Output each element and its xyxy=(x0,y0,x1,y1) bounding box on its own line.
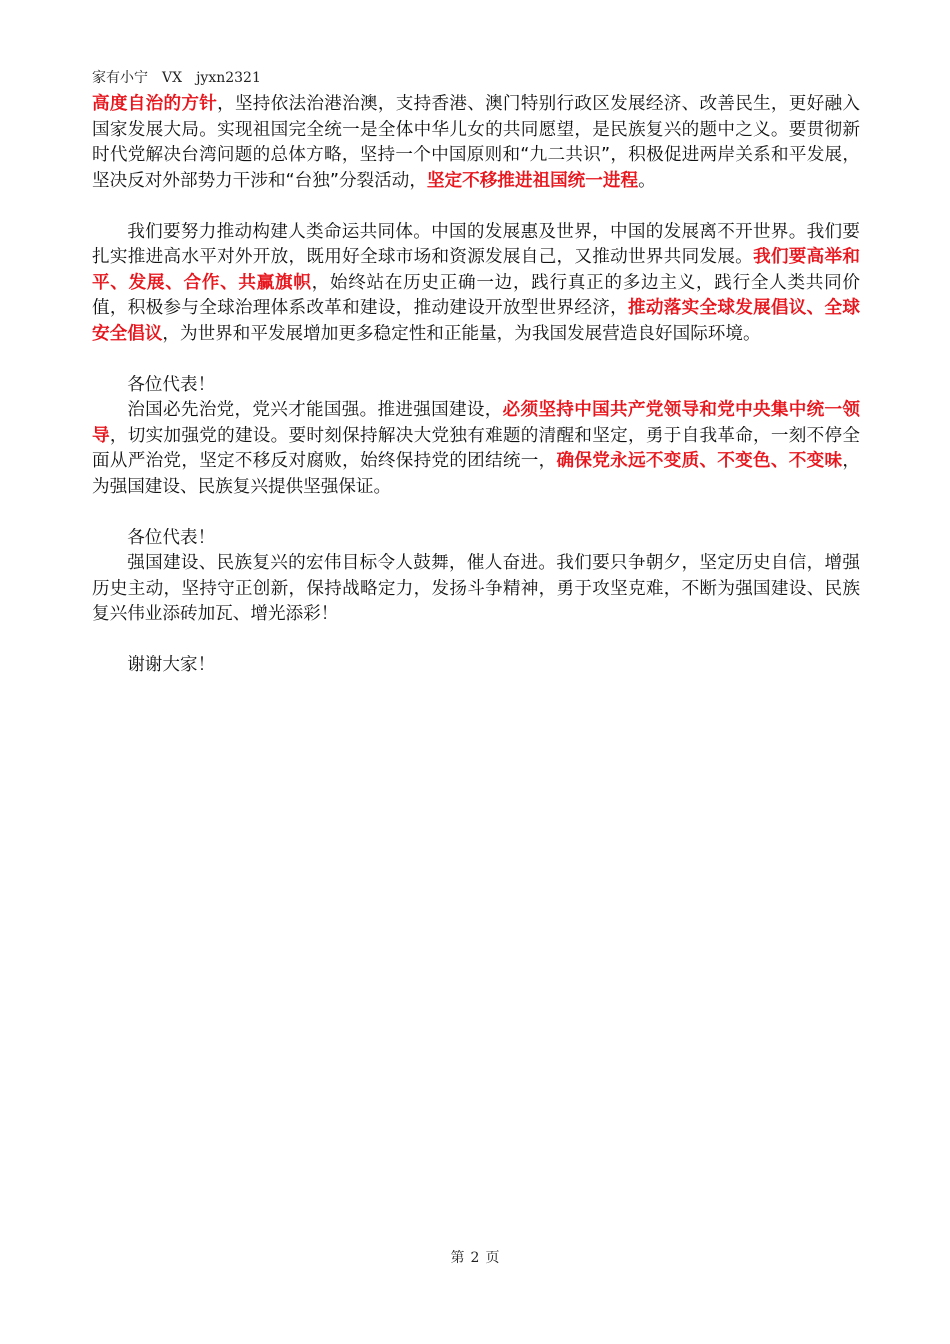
body-text: 各位代表！ xyxy=(127,527,216,548)
highlight-text: 确保党永远不变质、不变色、不变味 xyxy=(556,451,843,471)
paragraph-party-building xyxy=(92,398,860,500)
paragraph-community-of-shared-future xyxy=(92,220,860,348)
footer-prefix: 第 xyxy=(450,1250,465,1266)
body-text: 。 xyxy=(638,170,656,191)
header-vx-id: jyxn2321 xyxy=(196,70,261,86)
highlight-text: 坚定不移推进祖国统一进程 xyxy=(426,170,639,191)
body-text: 治国必先治党，党兴才能国强。推进强国建设， xyxy=(127,400,503,420)
highlight-text: 高度自治的方针 xyxy=(92,94,218,114)
body-text: ，坚持依法治港治澳，支持香港、澳门特别行政区发展经济、改善民生，更好融入国家发展大局。实现祖国完全统一是全体中华儿女的共同愿望，是民族复兴的题中之义。要贯彻新时代党解决台湾问题的总体方略，坚持一个中国原则和“九二共识”，积极促进两岸关系和平发展，坚决反对外部势力干涉和“台独”分裂活动， xyxy=(92,94,860,191)
closing-thanks xyxy=(92,653,860,679)
salutation xyxy=(92,373,860,399)
body-text: 谢谢大家！ xyxy=(127,655,216,675)
body-text: 各位代表！ xyxy=(127,374,216,395)
highlight-text: 必须坚持中国共产党领导和党中央集中统一领导 xyxy=(92,400,860,446)
page-number: 2 xyxy=(470,1250,480,1266)
paragraph-closing-goal xyxy=(92,551,860,628)
body-text: ，切实加强党的建设。要时刻保持解决大党独有难题的清醒和坚定，勇于自我革命，一刻不停全面从严治党，坚定不移反对腐败，始终保持党的团结统一， xyxy=(92,425,860,471)
document-body xyxy=(92,92,860,679)
salutation xyxy=(92,526,860,552)
body-text: ，为强国建设、民族复兴提供坚强保证。 xyxy=(92,451,860,497)
body-text: ，为世界和平发展增加更多稳定性和正能量，为我国发展营造良好国际环境。 xyxy=(162,323,761,344)
highlight-text: 我们要高举和平、发展、合作、共赢旗帜 xyxy=(92,247,860,293)
paragraph-hk-macau-taiwan xyxy=(92,92,860,194)
page-footer xyxy=(0,1247,950,1267)
highlight-text: 推动落实全球发展倡议、全球安全倡议 xyxy=(92,298,860,344)
header-name: 家有小宁 xyxy=(92,70,148,86)
footer-suffix: 页 xyxy=(485,1250,500,1266)
header-vx-label: VX xyxy=(162,70,183,86)
page-header xyxy=(92,69,275,87)
body-text: ，始终站在历史正确一边，践行真正的多边主义，践行全人类共同价值，积极参与全球治理体系改革和建设，推动建设开放型世界经济， xyxy=(92,272,860,318)
body-text: 强国建设、民族复兴的宏伟目标令人鼓舞，催人奋进。我们要只争朝夕，坚定历史自信，增强历史主动，坚持守正创新，保持战略定力，发扬斗争精神，勇于攻坚克难，不断为强国建设、民族复兴伟业添砖加瓦、增光添彩！ xyxy=(92,553,860,624)
body-text: 我们要努力推动构建人类命运共同体。中国的发展惠及世界，中国的发展离不开世界。我们要扎实推进高水平对外开放，既用好全球市场和资源发展自己，又推动世界共同发展。 xyxy=(92,221,860,267)
